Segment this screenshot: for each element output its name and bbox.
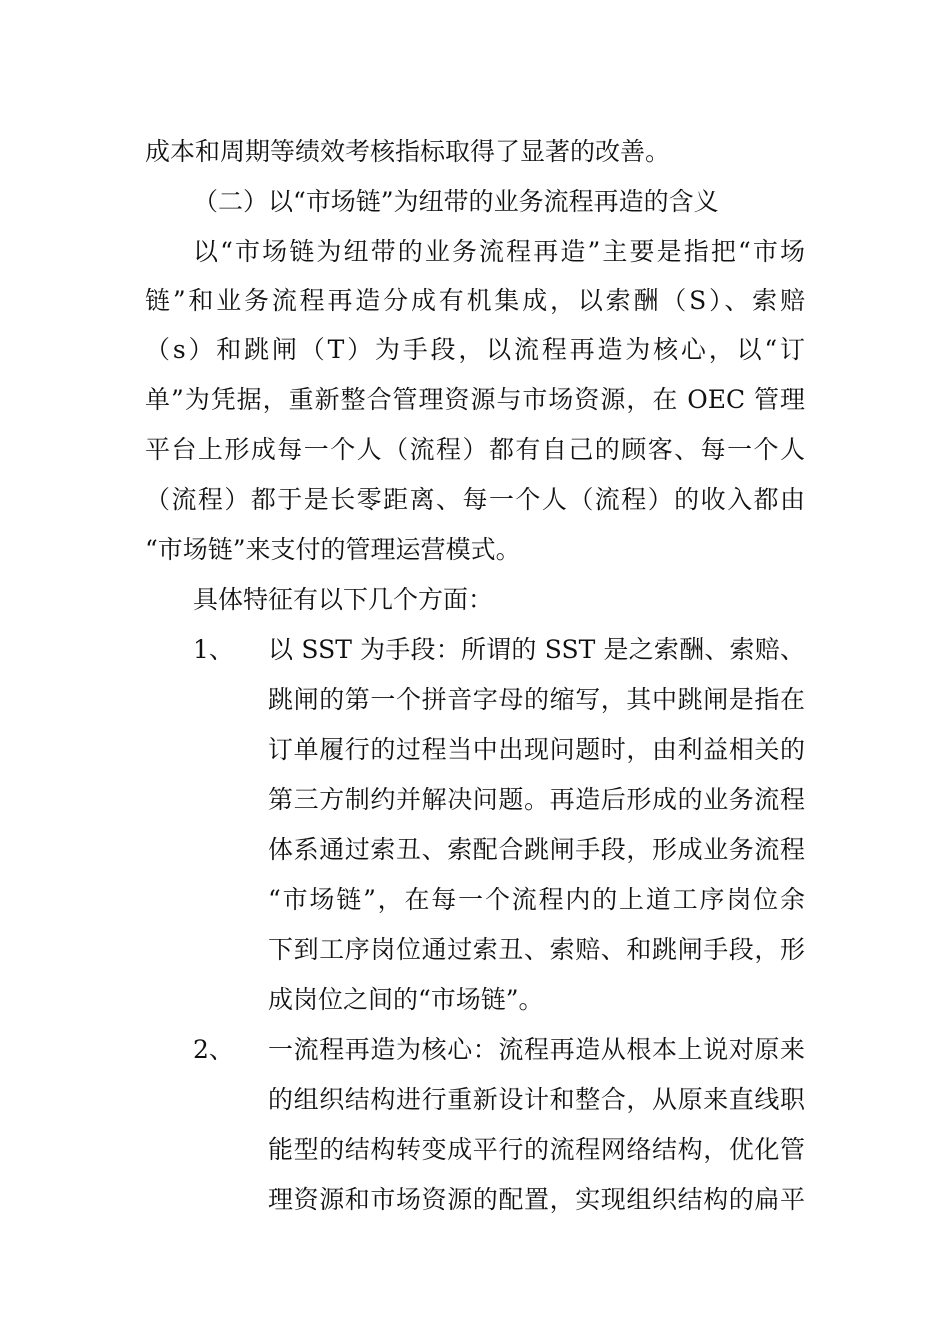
- list-item-line: 理资源和市场资源的配置，实现组织结构的扁平: [268, 1185, 805, 1214]
- text-line: 成本和周期等绩效考核指标取得了显著的改善。: [145, 137, 671, 166]
- list-item-line: 以 SST 为手段：所谓的 SST 是之索酬、索赔、: [268, 635, 805, 664]
- list-item-line: 下到工序岗位通过索丑、索赔、和跳闸手段，形: [268, 935, 805, 964]
- list-item-line: “市场链”，在每一个流程内的上道工序岗位余: [268, 885, 805, 914]
- text-line: 平台上形成每一个人（流程）都有自己的顾客、每一个人: [145, 435, 805, 464]
- text-line: （s）和跳闸（T）为手段，以流程再造为核心，以“订: [145, 335, 805, 364]
- list-number: 1、: [193, 635, 234, 664]
- list-number: 2、: [193, 1035, 234, 1064]
- list-item-line: 一流程再造为核心：流程再造从根本上说对原来: [268, 1035, 805, 1064]
- list-item-line: 成岗位之间的“市场链”。: [268, 985, 544, 1014]
- text-line: （流程）都于是长零距离、每一个人（流程）的收入都由: [145, 485, 805, 514]
- text-line: 以“市场链为纽带的业务流程再造”主要是指把“市场: [193, 237, 805, 266]
- list-item-line: 第三方制约并解决问题。再造后形成的业务流程: [268, 785, 805, 814]
- list-item-line: 跳闸的第一个拼音字母的缩写，其中跳闸是指在: [268, 685, 805, 714]
- list-item-line: 订单履行的过程当中出现问题时，由利益相关的: [268, 735, 805, 764]
- list-item-line: 体系通过索丑、索配合跳闸手段，形成业务流程: [268, 835, 805, 864]
- text-line: 链”和业务流程再造分成有机集成，以索酬（S）、索赔: [145, 286, 805, 315]
- text-line: 具体特征有以下几个方面：: [193, 585, 494, 614]
- list-item-line: 的组织结构进行重新设计和整合，从原来直线职: [268, 1085, 805, 1114]
- section-heading: （二）以“市场链”为纽带的业务流程再造的含义: [193, 187, 719, 216]
- text-line: 单”为凭据，重新整合管理资源与市场资源，在 OEC 管理: [145, 385, 805, 414]
- list-item-line: 能型的结构转变成平行的流程网络结构，优化管: [268, 1135, 805, 1164]
- text-line: “市场链”来支付的管理运营模式。: [145, 535, 521, 564]
